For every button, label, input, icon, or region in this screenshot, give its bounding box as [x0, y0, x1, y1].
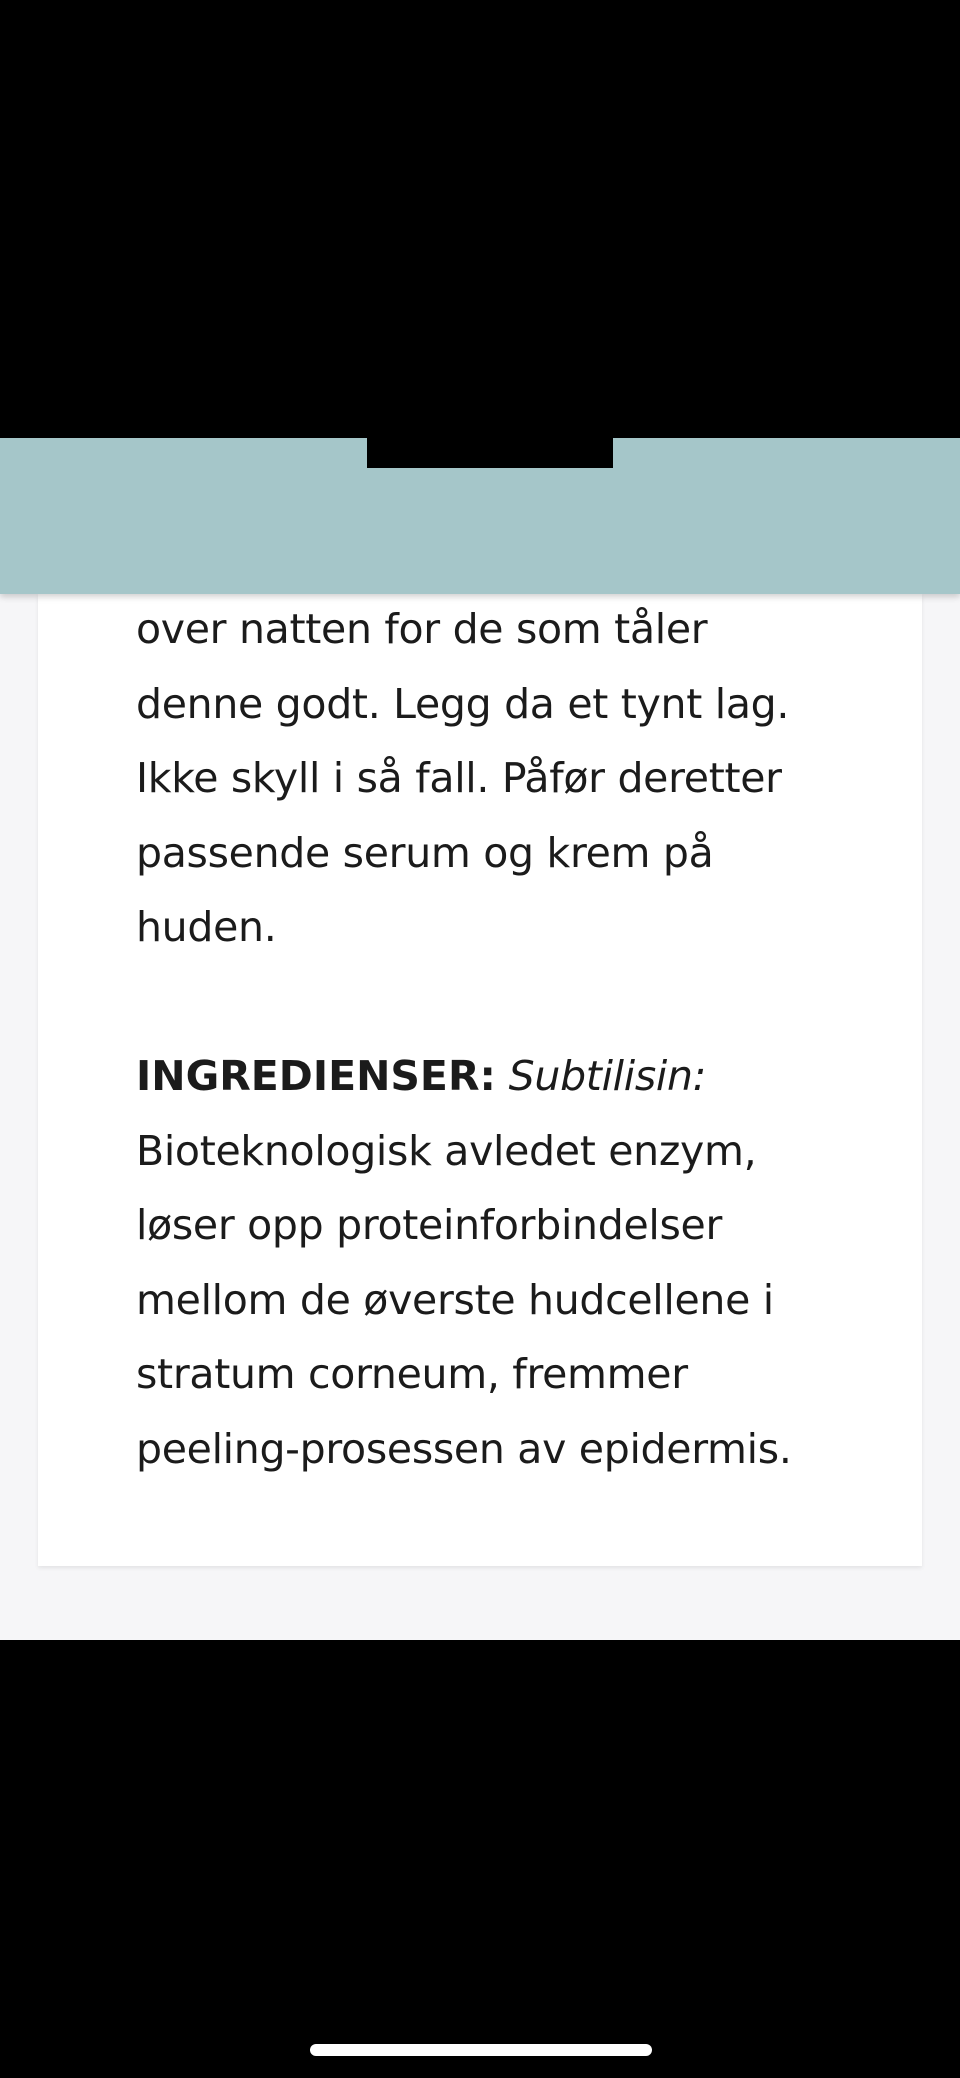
- text-line: Ikke skyll i så fall. Påfør deretter: [136, 754, 782, 802]
- ingredients-line: [136, 1039, 896, 1114]
- text-line: huden.: [136, 903, 277, 951]
- text-line: over natten for de som tåler: [136, 605, 708, 653]
- ingredient-name: Subtilisin:: [508, 1052, 707, 1100]
- text-line: stratum corneum, fremmer: [136, 1350, 688, 1398]
- page-content-area[interactable]: [0, 594, 960, 1640]
- text-line: denne godt. Legg da et tynt lag.: [136, 679, 790, 728]
- product-description: [136, 594, 896, 1486]
- text-line: mellom de øverste hudcellene i: [136, 1275, 774, 1324]
- camera-notch: [367, 438, 613, 468]
- home-indicator[interactable]: [310, 2044, 652, 2056]
- text-line: Bioteknologisk avledet enzym,: [136, 1126, 757, 1175]
- product-info-card: [38, 594, 922, 1566]
- text-line: peeling-prosessen av epidermis.: [136, 1424, 792, 1473]
- top-black-area: [0, 0, 960, 438]
- text-line: passende serum og krem på: [136, 828, 714, 877]
- paragraph-spacer: [136, 965, 896, 1040]
- bottom-black-area: [0, 1640, 960, 2078]
- text-line: løser opp proteinforbindelser: [136, 1201, 723, 1249]
- ingredients-heading: INGREDIENSER:: [136, 1052, 496, 1100]
